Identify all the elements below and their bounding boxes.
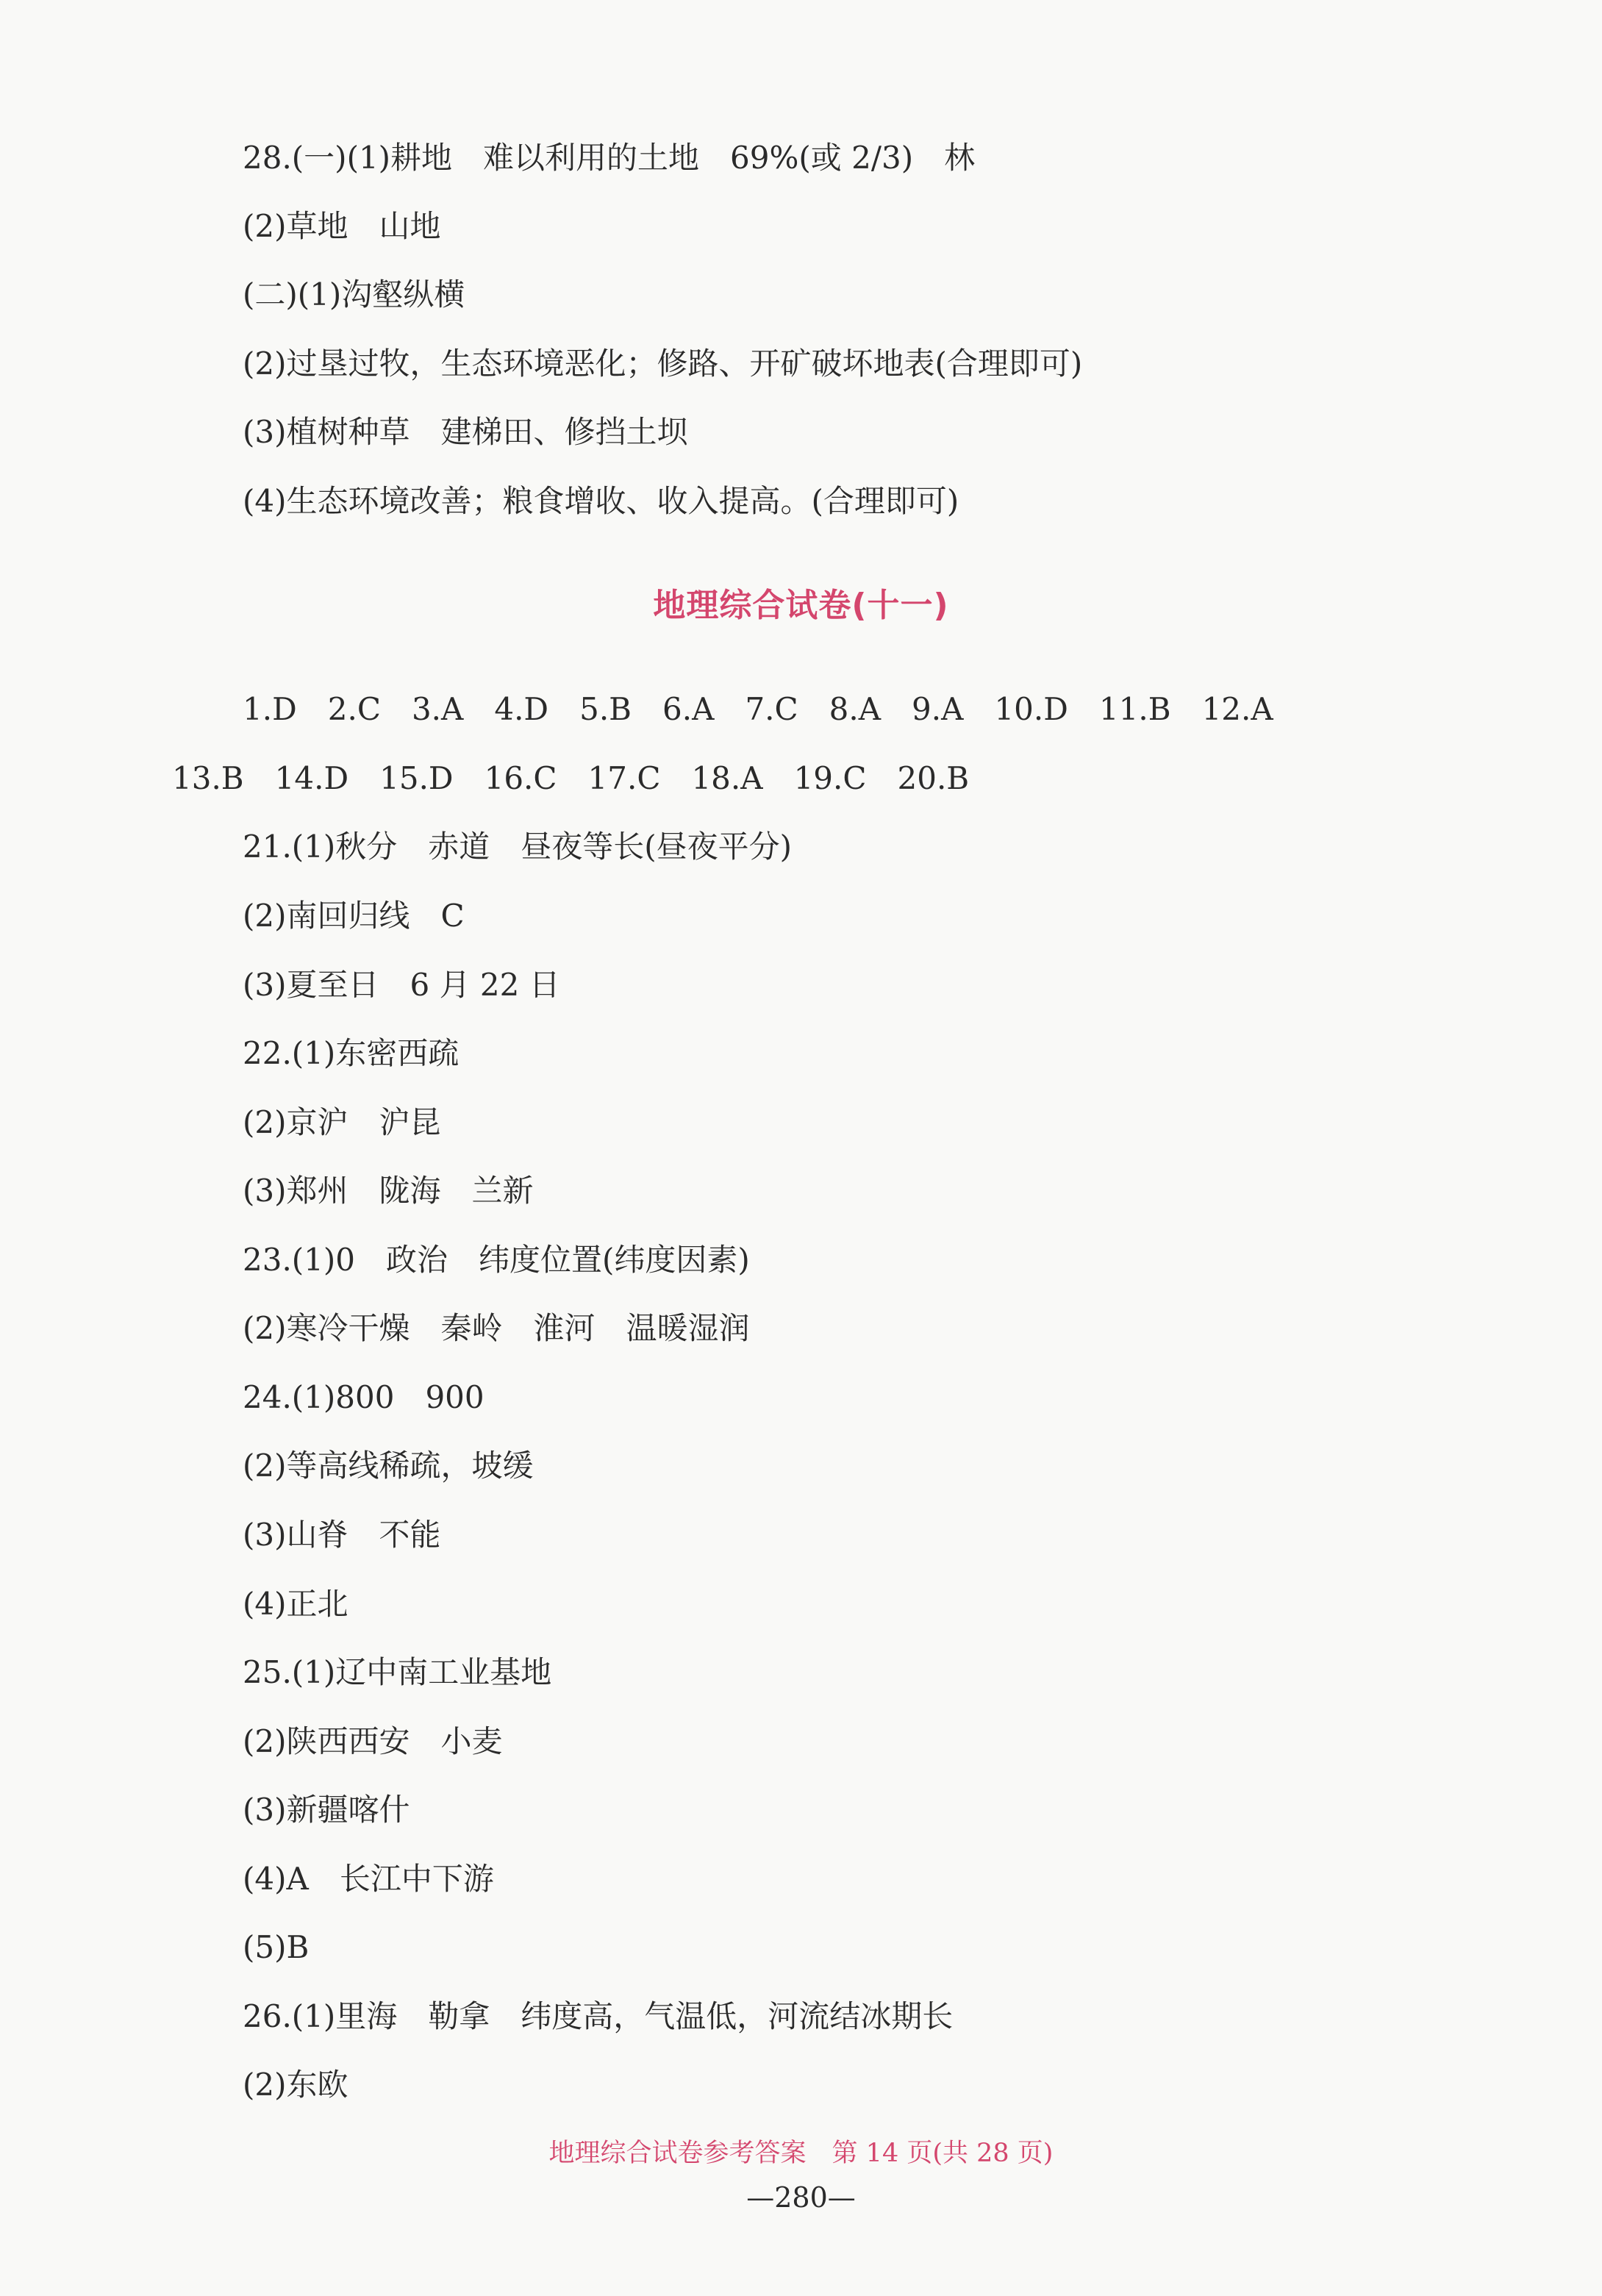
answer-line: (5)B [243, 1929, 310, 1965]
answer-line: 24.(1)800 900 [243, 1379, 484, 1415]
choice-row: 1.D 2.C 3.A 4.D 5.B 6.A 7.C 8.A 9.A 10.D 11.B 12.A [243, 691, 1273, 727]
answer-line: 23.(1)0 政治 纬度位置(纬度因素) [243, 1242, 750, 1278]
answer-line: (3)夏至日 6 月 22 日 [243, 967, 560, 1003]
answer-line: (3)新疆喀什 [243, 1792, 410, 1828]
answer-line: (2)过垦过牧，生态环境恶化；修路、开矿破坏地表(合理即可) [243, 346, 1083, 382]
answer-line: (2)京沪 沪昆 [243, 1104, 441, 1140]
answer-line: 21.(1)秋分 赤道 昼夜等长(昼夜平分) [243, 829, 793, 865]
answer-line: (3)山脊 不能 [243, 1517, 441, 1553]
page-number: —280— [746, 2181, 856, 2214]
choice-row: 13.B 14.D 15.D 16.C 17.C 18.A 19.C 20.B [172, 760, 970, 796]
answer-line: (2)东欧 [243, 2067, 348, 2103]
answer-line: 26.(1)里海 勒拿 纬度高，气温低，河流结冰期长 [243, 1998, 954, 2034]
answer-line: (2)草地 山地 [243, 208, 441, 244]
answer-line: (4)生态环境改善；粮食增收、收入提高。(合理即可) [243, 483, 959, 519]
answer-line: (3)郑州 陇海 兰新 [243, 1173, 534, 1209]
answer-line: (2)陕西西安 小麦 [243, 1723, 503, 1759]
answer-line: 28.(一)(1)耕地 难以利用的土地 69%(或 2/3) 林 [243, 140, 976, 176]
answer-line: (3)植树种草 建梯田、修挡土坝 [243, 414, 688, 450]
page-footer: 地理综合试卷参考答案 第 14 页(共 28 页) [548, 2139, 1054, 2168]
answer-line: (4)A 长江中下游 [243, 1861, 494, 1897]
answer-line: (二)(1)沟壑纵横 [243, 276, 465, 312]
section-title: 地理综合试卷(十一) [653, 587, 949, 624]
answer-line: 25.(1)辽中南工业基地 [243, 1654, 552, 1690]
answer-line: (4)正北 [243, 1586, 348, 1622]
answer-line: (2)等高线稀疏，坡缓 [243, 1448, 534, 1484]
answer-line: (2)南回归线 C [243, 898, 465, 934]
answer-line: 22.(1)东密西疏 [243, 1035, 459, 1071]
answer-line: (2)寒冷干燥 秦岭 淮河 温暖湿润 [243, 1310, 750, 1346]
